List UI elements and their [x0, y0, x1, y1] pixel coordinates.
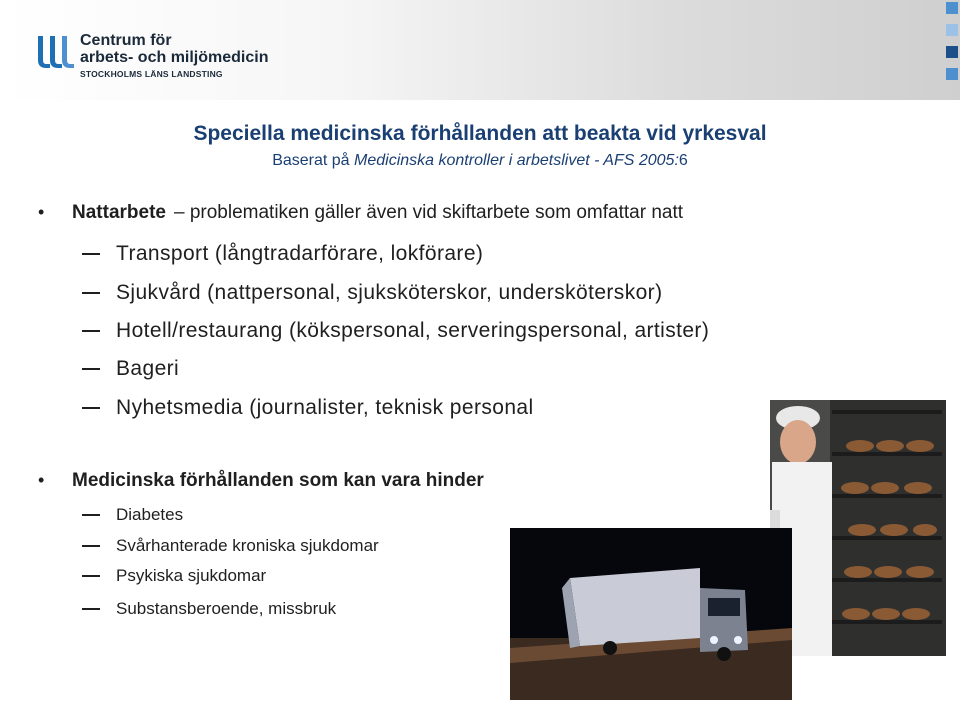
- corner-decoration: [944, 0, 960, 100]
- dash-icon: [82, 575, 100, 577]
- truck-at-night-image: [510, 528, 792, 700]
- list-item-label: Bageri: [116, 357, 180, 380]
- list-item: [82, 566, 266, 586]
- list-item: [82, 357, 179, 381]
- subtitle-suffix: 6: [678, 152, 688, 169]
- list-item: [82, 396, 534, 420]
- bullet-icon: •: [38, 202, 45, 222]
- slide-subtitle: [0, 152, 960, 170]
- dash-icon: [82, 253, 100, 255]
- corner-square: [946, 2, 958, 14]
- list-item: [82, 319, 709, 343]
- corner-square: [946, 46, 958, 58]
- list-item: [82, 281, 662, 305]
- list-item-label: Substansberoende, missbruk: [116, 599, 337, 618]
- list-item: [82, 505, 183, 525]
- logo-line-1: Centrum för: [80, 32, 172, 49]
- truck-photo: [510, 528, 792, 700]
- subtitle-source: Medicinska kontroller i arbetslivet - AFS 2005:: [354, 152, 679, 169]
- dash-icon: [82, 407, 100, 409]
- bullet-icon: •: [38, 470, 45, 490]
- list-item-label: Transport (långtradarförare, lokförare): [116, 242, 484, 265]
- dash-icon: [82, 545, 100, 547]
- corner-square: [946, 68, 958, 80]
- corner-square: [946, 24, 958, 36]
- list-item-label: Sjukvård (nattpersonal, sjuksköterskor, undersköterskor): [116, 281, 663, 304]
- logo-mark-icon: [36, 34, 76, 72]
- dash-icon: [82, 368, 100, 370]
- section2-bullet: [38, 470, 492, 492]
- list-item-label: Nyhetsmedia (journalister, teknisk personal: [116, 396, 534, 419]
- logo-line-2: arbets- och miljömedicin: [80, 49, 269, 66]
- section1-heading: Nattarbete: [72, 202, 166, 223]
- dash-icon: [82, 330, 100, 332]
- subtitle-prefix: Baserat på: [272, 152, 355, 169]
- list-item-label: Hotell/restaurang (kökspersonal, serveringspersonal, artister): [116, 319, 710, 342]
- list-item: [82, 599, 336, 619]
- list-item-label: Svårhanterade kroniska sjukdomar: [116, 536, 379, 555]
- logo: [36, 32, 296, 84]
- bakery-photo: [770, 400, 946, 656]
- dash-icon: [82, 608, 100, 610]
- baker-with-bread-image: [770, 400, 946, 656]
- dash-icon: [82, 292, 100, 294]
- logo-line-3: STOCKHOLMS LÄNS LANDSTING: [80, 69, 223, 79]
- list-item-label: Diabetes: [116, 505, 184, 524]
- section1-heading-rest: – problematiken gäller även vid skiftarbete som omfattar natt: [173, 202, 684, 223]
- list-item-label: Psykiska sjukdomar: [116, 566, 267, 585]
- section2-heading: Medicinska förhållanden som kan vara hinder: [72, 470, 484, 491]
- dash-icon: [82, 514, 100, 516]
- list-item: [82, 536, 379, 556]
- list-item: [82, 242, 483, 266]
- slide-title: Speciella medicinska förhållanden att beakta vid yrkesval: [193, 122, 767, 145]
- section1-bullet: [38, 202, 683, 224]
